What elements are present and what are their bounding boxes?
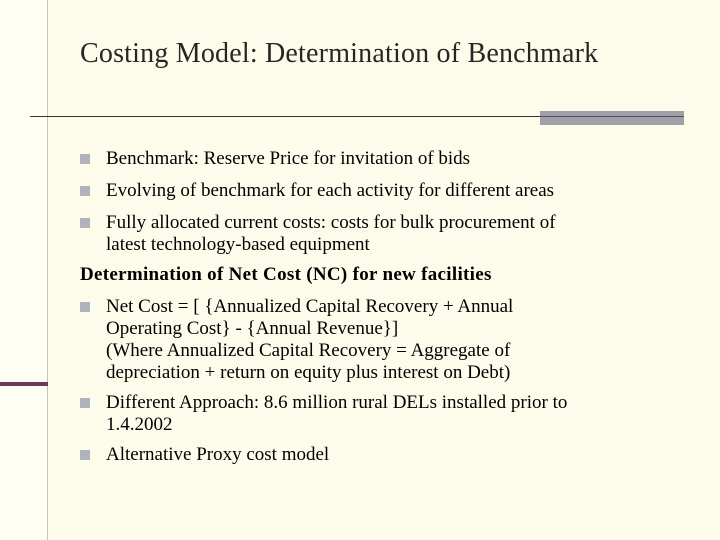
bullet-item [80,148,700,170]
square-bullet-icon [80,302,90,312]
bullet-text: Net Cost = [ {Annualized Capital Recovery + Annual [106,296,514,317]
square-bullet-icon [80,154,90,164]
bullet-text: latest technology-based equipment [106,234,370,255]
left-margin-band [0,0,48,540]
bullet-text: (Where Annualized Capital Recovery = Aggregate of [106,340,511,361]
slide-body [80,148,700,476]
title-rule-accent-line [540,116,684,117]
left-accent-bar [0,382,48,386]
slide-title: Costing Model: Determination of Benchmark [80,38,599,69]
bullet-item [80,296,700,384]
title-rule [30,116,542,117]
bullet-text: Operating Cost} - {Annual Revenue}] [106,318,399,339]
bullet-text: Benchmark: Reserve Price for invitation of bids [106,148,471,169]
bullet-item [80,212,700,256]
square-bullet-icon [80,398,90,408]
title-rule-accent [540,111,684,125]
bullet-text: Alternative Proxy cost model [106,444,330,465]
left-margin-line [47,0,48,540]
bullet-item [80,180,700,202]
square-bullet-icon [80,450,90,460]
bullet-text: 1.4.2002 [106,414,173,435]
bullet-text: depreciation + return on equity plus interest on Debt) [106,362,511,383]
bullet-item [80,444,700,466]
bullet-text: Different Approach: 8.6 million rural DELs installed prior to [106,392,568,413]
bullet-text: Evolving of benchmark for each activity for different areas [106,180,555,201]
section-heading: Determination of Net Cost (NC) for new facilities [80,264,492,285]
square-bullet-icon [80,186,90,196]
square-bullet-icon [80,218,90,228]
bullet-text: Fully allocated current costs: costs for bulk procurement of [106,212,556,233]
bullet-item [80,392,700,436]
